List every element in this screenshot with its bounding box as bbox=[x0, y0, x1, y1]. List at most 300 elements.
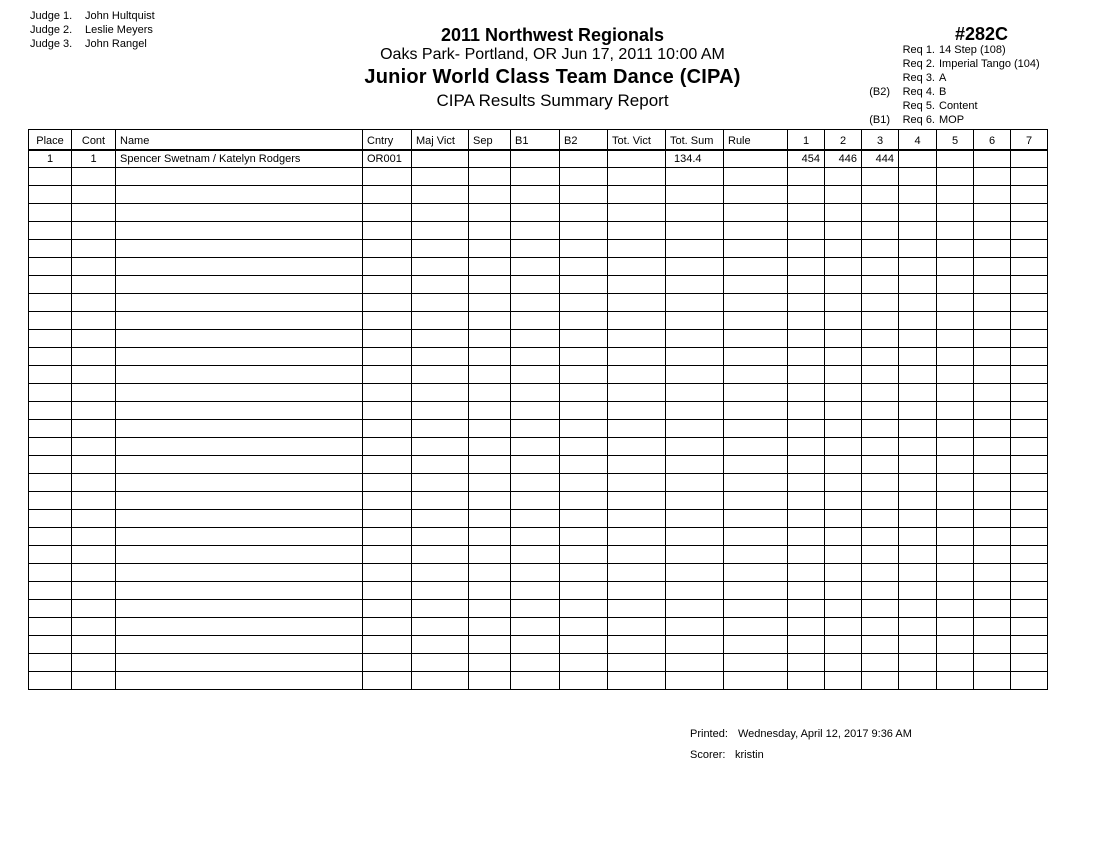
table-cell bbox=[511, 204, 560, 222]
table-cell bbox=[825, 672, 862, 690]
table-cell bbox=[608, 258, 666, 276]
table-cell bbox=[1011, 150, 1048, 168]
table-cell bbox=[29, 402, 72, 420]
table-row bbox=[29, 240, 1048, 258]
requirement-value: Imperial Tango (104) bbox=[939, 58, 1040, 70]
table-cell bbox=[412, 276, 469, 294]
table-cell bbox=[825, 384, 862, 402]
printed-value: Wednesday, April 12, 2017 9:36 AM bbox=[738, 728, 912, 740]
table-cell bbox=[608, 348, 666, 366]
table-cell bbox=[937, 204, 974, 222]
requirement-value: MOP bbox=[939, 114, 965, 126]
table-cell bbox=[899, 168, 937, 186]
table-cell bbox=[724, 384, 788, 402]
table-cell bbox=[412, 492, 469, 510]
judge-name: Leslie Meyers bbox=[85, 24, 153, 36]
table-cell bbox=[116, 186, 363, 204]
table-cell bbox=[1011, 330, 1048, 348]
table-cell bbox=[511, 474, 560, 492]
table-cell bbox=[862, 312, 899, 330]
header-row bbox=[29, 130, 1048, 150]
table-cell bbox=[29, 564, 72, 582]
table-cell bbox=[116, 474, 363, 492]
table-cell bbox=[560, 276, 608, 294]
table-cell bbox=[72, 420, 116, 438]
requirement-label: Req 5. bbox=[902, 100, 935, 112]
table-cell bbox=[469, 276, 511, 294]
table-cell bbox=[29, 456, 72, 474]
requirement-row bbox=[860, 43, 1040, 57]
table-cell bbox=[1011, 600, 1048, 618]
table-cell bbox=[937, 312, 974, 330]
requirement-label: Req 4. bbox=[902, 86, 935, 98]
table-cell bbox=[724, 438, 788, 456]
table-cell bbox=[29, 672, 72, 690]
table-cell bbox=[724, 204, 788, 222]
table-cell bbox=[29, 384, 72, 402]
table-cell bbox=[116, 330, 363, 348]
table-cell bbox=[825, 330, 862, 348]
table-cell bbox=[899, 456, 937, 474]
table-row bbox=[29, 636, 1048, 654]
table-cell bbox=[825, 510, 862, 528]
table-cell bbox=[1011, 366, 1048, 384]
column-header: Sep bbox=[469, 130, 511, 150]
table-cell bbox=[666, 366, 724, 384]
table-cell bbox=[974, 492, 1011, 510]
table-cell bbox=[825, 222, 862, 240]
table-cell bbox=[899, 366, 937, 384]
table-cell bbox=[412, 402, 469, 420]
table-cell bbox=[412, 510, 469, 528]
table-cell bbox=[560, 366, 608, 384]
table-cell bbox=[1011, 636, 1048, 654]
table-cell bbox=[788, 420, 825, 438]
table-cell bbox=[511, 654, 560, 672]
table-cell bbox=[72, 546, 116, 564]
table-cell bbox=[937, 474, 974, 492]
table-cell bbox=[560, 186, 608, 204]
table-cell bbox=[825, 654, 862, 672]
table-cell bbox=[825, 636, 862, 654]
table-cell bbox=[511, 528, 560, 546]
table-cell bbox=[724, 186, 788, 204]
table-cell: OR001 bbox=[363, 150, 412, 168]
table-cell bbox=[862, 384, 899, 402]
table-cell bbox=[862, 636, 899, 654]
table-cell bbox=[788, 582, 825, 600]
table-cell: 444 bbox=[862, 150, 899, 168]
table-cell bbox=[974, 294, 1011, 312]
table-cell bbox=[937, 582, 974, 600]
table-cell bbox=[72, 366, 116, 384]
table-cell bbox=[899, 528, 937, 546]
column-header: Rule bbox=[724, 130, 788, 150]
table-cell bbox=[363, 402, 412, 420]
table-cell bbox=[116, 438, 363, 456]
table-cell bbox=[511, 222, 560, 240]
table-cell bbox=[511, 402, 560, 420]
column-header: 5 bbox=[937, 130, 974, 150]
table-row bbox=[29, 654, 1048, 672]
requirement-label: Req 1. bbox=[902, 44, 935, 56]
table-cell bbox=[899, 240, 937, 258]
table-cell bbox=[469, 456, 511, 474]
table-cell bbox=[937, 348, 974, 366]
table-row bbox=[29, 330, 1048, 348]
table-cell bbox=[862, 456, 899, 474]
table-cell bbox=[974, 168, 1011, 186]
table-cell bbox=[560, 240, 608, 258]
table-cell bbox=[560, 582, 608, 600]
table-row bbox=[29, 564, 1048, 582]
table-cell bbox=[608, 222, 666, 240]
table-cell bbox=[412, 168, 469, 186]
table-cell bbox=[788, 492, 825, 510]
table-cell bbox=[608, 492, 666, 510]
table-cell bbox=[666, 528, 724, 546]
table-cell bbox=[825, 600, 862, 618]
table-cell bbox=[560, 150, 608, 168]
table-cell bbox=[116, 564, 363, 582]
table-cell bbox=[412, 312, 469, 330]
table-cell bbox=[788, 438, 825, 456]
column-header: 2 bbox=[825, 130, 862, 150]
table-cell bbox=[116, 276, 363, 294]
table-cell bbox=[862, 402, 899, 420]
table-cell bbox=[469, 420, 511, 438]
table-cell bbox=[29, 186, 72, 204]
table-cell bbox=[412, 564, 469, 582]
table-cell bbox=[974, 276, 1011, 294]
table-cell bbox=[862, 438, 899, 456]
table-cell bbox=[608, 186, 666, 204]
column-header: Place bbox=[29, 130, 72, 150]
table-cell: 454 bbox=[788, 150, 825, 168]
printed-label: Printed: bbox=[690, 728, 728, 740]
table-row bbox=[29, 186, 1048, 204]
table-cell bbox=[469, 528, 511, 546]
table-cell bbox=[412, 204, 469, 222]
table-cell bbox=[511, 186, 560, 204]
table-cell bbox=[511, 384, 560, 402]
table-cell bbox=[116, 546, 363, 564]
table-cell bbox=[412, 258, 469, 276]
table-cell bbox=[511, 492, 560, 510]
table-cell bbox=[937, 420, 974, 438]
table-cell bbox=[412, 474, 469, 492]
table-cell bbox=[511, 312, 560, 330]
table-cell bbox=[469, 366, 511, 384]
table-cell bbox=[560, 258, 608, 276]
table-cell: 1 bbox=[72, 150, 116, 168]
table-cell bbox=[116, 492, 363, 510]
table-cell bbox=[666, 330, 724, 348]
table-cell bbox=[1011, 546, 1048, 564]
table-row bbox=[29, 276, 1048, 294]
table-cell bbox=[899, 564, 937, 582]
table-cell bbox=[1011, 348, 1048, 366]
table-cell bbox=[511, 366, 560, 384]
division-title: Junior World Class Team Dance (CIPA) bbox=[364, 66, 741, 88]
printed-line bbox=[690, 728, 912, 740]
table-cell bbox=[937, 456, 974, 474]
table-cell bbox=[72, 186, 116, 204]
table-cell bbox=[724, 312, 788, 330]
table-cell bbox=[1011, 312, 1048, 330]
column-header: Tot. Sum bbox=[666, 130, 724, 150]
table-cell bbox=[862, 528, 899, 546]
table-cell bbox=[724, 510, 788, 528]
table-cell bbox=[666, 258, 724, 276]
table-cell bbox=[412, 384, 469, 402]
table-cell bbox=[788, 240, 825, 258]
table-cell bbox=[862, 204, 899, 222]
table-cell bbox=[937, 258, 974, 276]
table-cell bbox=[724, 672, 788, 690]
table-cell bbox=[116, 402, 363, 420]
table-cell bbox=[29, 618, 72, 636]
table-cell bbox=[29, 222, 72, 240]
scorer-value: kristin bbox=[735, 749, 764, 761]
table-cell bbox=[1011, 384, 1048, 402]
table-cell bbox=[862, 582, 899, 600]
table-cell bbox=[862, 276, 899, 294]
table-cell bbox=[666, 636, 724, 654]
table-cell bbox=[862, 222, 899, 240]
table-row bbox=[29, 258, 1048, 276]
table-cell bbox=[825, 294, 862, 312]
table-cell bbox=[116, 672, 363, 690]
requirement-row bbox=[860, 99, 1040, 113]
table-cell bbox=[1011, 402, 1048, 420]
table-cell bbox=[72, 672, 116, 690]
table-cell bbox=[29, 330, 72, 348]
table-cell bbox=[1011, 420, 1048, 438]
table-cell bbox=[862, 492, 899, 510]
table-cell bbox=[511, 636, 560, 654]
table-cell bbox=[1011, 582, 1048, 600]
table-cell bbox=[72, 510, 116, 528]
judge-row bbox=[30, 9, 155, 23]
table-cell bbox=[899, 186, 937, 204]
table-cell bbox=[666, 402, 724, 420]
table-cell bbox=[608, 420, 666, 438]
table-cell bbox=[560, 456, 608, 474]
table-row bbox=[29, 222, 1048, 240]
table-cell bbox=[788, 204, 825, 222]
table-cell bbox=[608, 582, 666, 600]
table-cell bbox=[363, 384, 412, 402]
table-cell bbox=[937, 546, 974, 564]
table-cell bbox=[862, 600, 899, 618]
table-cell bbox=[974, 618, 1011, 636]
table-row bbox=[29, 204, 1048, 222]
competition-number: #282C bbox=[955, 24, 1009, 44]
table-cell bbox=[560, 168, 608, 186]
table-cell bbox=[1011, 222, 1048, 240]
table-cell bbox=[560, 546, 608, 564]
table-cell bbox=[899, 654, 937, 672]
requirement-label: Req 3. bbox=[902, 72, 935, 84]
requirement-row bbox=[860, 57, 1040, 71]
table-cell bbox=[666, 276, 724, 294]
table-cell bbox=[666, 474, 724, 492]
table-cell bbox=[29, 510, 72, 528]
table-cell bbox=[974, 456, 1011, 474]
table-cell bbox=[511, 150, 560, 168]
table-cell bbox=[72, 168, 116, 186]
table-cell bbox=[899, 348, 937, 366]
table-cell bbox=[72, 456, 116, 474]
table-cell bbox=[788, 258, 825, 276]
table-cell bbox=[862, 564, 899, 582]
table-cell bbox=[608, 294, 666, 312]
table-cell bbox=[511, 168, 560, 186]
table-cell bbox=[560, 204, 608, 222]
table-cell bbox=[560, 384, 608, 402]
table-cell bbox=[1011, 204, 1048, 222]
table-cell bbox=[666, 438, 724, 456]
table-cell bbox=[666, 420, 724, 438]
table-row bbox=[29, 492, 1048, 510]
table-cell bbox=[29, 438, 72, 456]
table-cell bbox=[666, 492, 724, 510]
report-title: CIPA Results Summary Report bbox=[436, 91, 669, 110]
table-row bbox=[29, 456, 1048, 474]
table-cell bbox=[469, 582, 511, 600]
table-cell bbox=[724, 276, 788, 294]
table-cell bbox=[1011, 618, 1048, 636]
table-cell bbox=[825, 276, 862, 294]
table-cell bbox=[72, 222, 116, 240]
table-cell bbox=[469, 564, 511, 582]
table-cell bbox=[511, 258, 560, 276]
table-cell bbox=[974, 582, 1011, 600]
table-cell bbox=[899, 582, 937, 600]
table-cell bbox=[825, 474, 862, 492]
table-cell bbox=[29, 600, 72, 618]
column-header: Maj Vict bbox=[412, 130, 469, 150]
table-row bbox=[29, 294, 1048, 312]
table-cell bbox=[72, 276, 116, 294]
table-cell bbox=[1011, 186, 1048, 204]
table-row bbox=[29, 312, 1048, 330]
requirement-label: Req 2. bbox=[902, 58, 935, 70]
table-cell bbox=[1011, 474, 1048, 492]
table-cell bbox=[116, 240, 363, 258]
table-cell bbox=[412, 186, 469, 204]
table-cell bbox=[862, 258, 899, 276]
table-cell bbox=[788, 546, 825, 564]
table-cell bbox=[412, 600, 469, 618]
table-cell bbox=[937, 636, 974, 654]
table-cell bbox=[363, 204, 412, 222]
table-cell bbox=[666, 312, 724, 330]
table-cell bbox=[974, 564, 1011, 582]
table-cell bbox=[560, 600, 608, 618]
table-cell bbox=[116, 510, 363, 528]
table-cell bbox=[825, 564, 862, 582]
table-cell bbox=[666, 456, 724, 474]
table-cell bbox=[116, 168, 363, 186]
table-cell bbox=[29, 294, 72, 312]
table-cell bbox=[788, 474, 825, 492]
table-cell bbox=[469, 438, 511, 456]
table-cell bbox=[29, 654, 72, 672]
table-cell bbox=[72, 312, 116, 330]
table-cell bbox=[862, 366, 899, 384]
table-cell bbox=[363, 240, 412, 258]
table-cell bbox=[116, 582, 363, 600]
column-header: 4 bbox=[899, 130, 937, 150]
requirement-value: 14 Step (108) bbox=[939, 44, 1006, 56]
table-cell bbox=[1011, 240, 1048, 258]
table-cell bbox=[974, 240, 1011, 258]
column-header: B2 bbox=[560, 130, 608, 150]
table-cell bbox=[412, 366, 469, 384]
results-table bbox=[28, 129, 1048, 690]
table-cell bbox=[72, 528, 116, 546]
table-cell bbox=[862, 546, 899, 564]
table-cell bbox=[724, 528, 788, 546]
table-cell bbox=[469, 258, 511, 276]
table-cell bbox=[724, 456, 788, 474]
table-cell bbox=[608, 312, 666, 330]
table-cell bbox=[363, 636, 412, 654]
table-cell bbox=[116, 420, 363, 438]
table-cell bbox=[72, 474, 116, 492]
table-cell bbox=[937, 438, 974, 456]
requirement-row bbox=[860, 71, 1040, 85]
table-cell bbox=[899, 204, 937, 222]
table-cell bbox=[412, 618, 469, 636]
table-cell bbox=[469, 240, 511, 258]
table-cell bbox=[469, 312, 511, 330]
judge-label: Judge 1. bbox=[30, 10, 73, 22]
table-cell bbox=[937, 294, 974, 312]
table-cell bbox=[937, 186, 974, 204]
table-cell bbox=[666, 564, 724, 582]
table-cell bbox=[974, 510, 1011, 528]
table-cell bbox=[899, 276, 937, 294]
table-cell: 134.4 bbox=[666, 150, 724, 168]
table-cell bbox=[974, 222, 1011, 240]
table-cell bbox=[608, 600, 666, 618]
table-cell bbox=[469, 636, 511, 654]
table-cell bbox=[788, 294, 825, 312]
table-cell bbox=[666, 672, 724, 690]
column-header: 1 bbox=[788, 130, 825, 150]
scorer-label: Scorer: bbox=[690, 749, 726, 761]
table-cell bbox=[899, 510, 937, 528]
table-cell bbox=[1011, 258, 1048, 276]
table-cell bbox=[560, 564, 608, 582]
table-row bbox=[29, 366, 1048, 384]
table-cell bbox=[937, 402, 974, 420]
table-cell bbox=[937, 150, 974, 168]
table-cell bbox=[788, 654, 825, 672]
table-cell bbox=[560, 672, 608, 690]
requirement-row bbox=[860, 85, 1040, 99]
table-cell bbox=[937, 654, 974, 672]
table-cell bbox=[788, 510, 825, 528]
table-row bbox=[29, 168, 1048, 186]
table-cell bbox=[560, 510, 608, 528]
table-cell bbox=[724, 330, 788, 348]
table-cell bbox=[1011, 510, 1048, 528]
table-cell bbox=[974, 420, 1011, 438]
